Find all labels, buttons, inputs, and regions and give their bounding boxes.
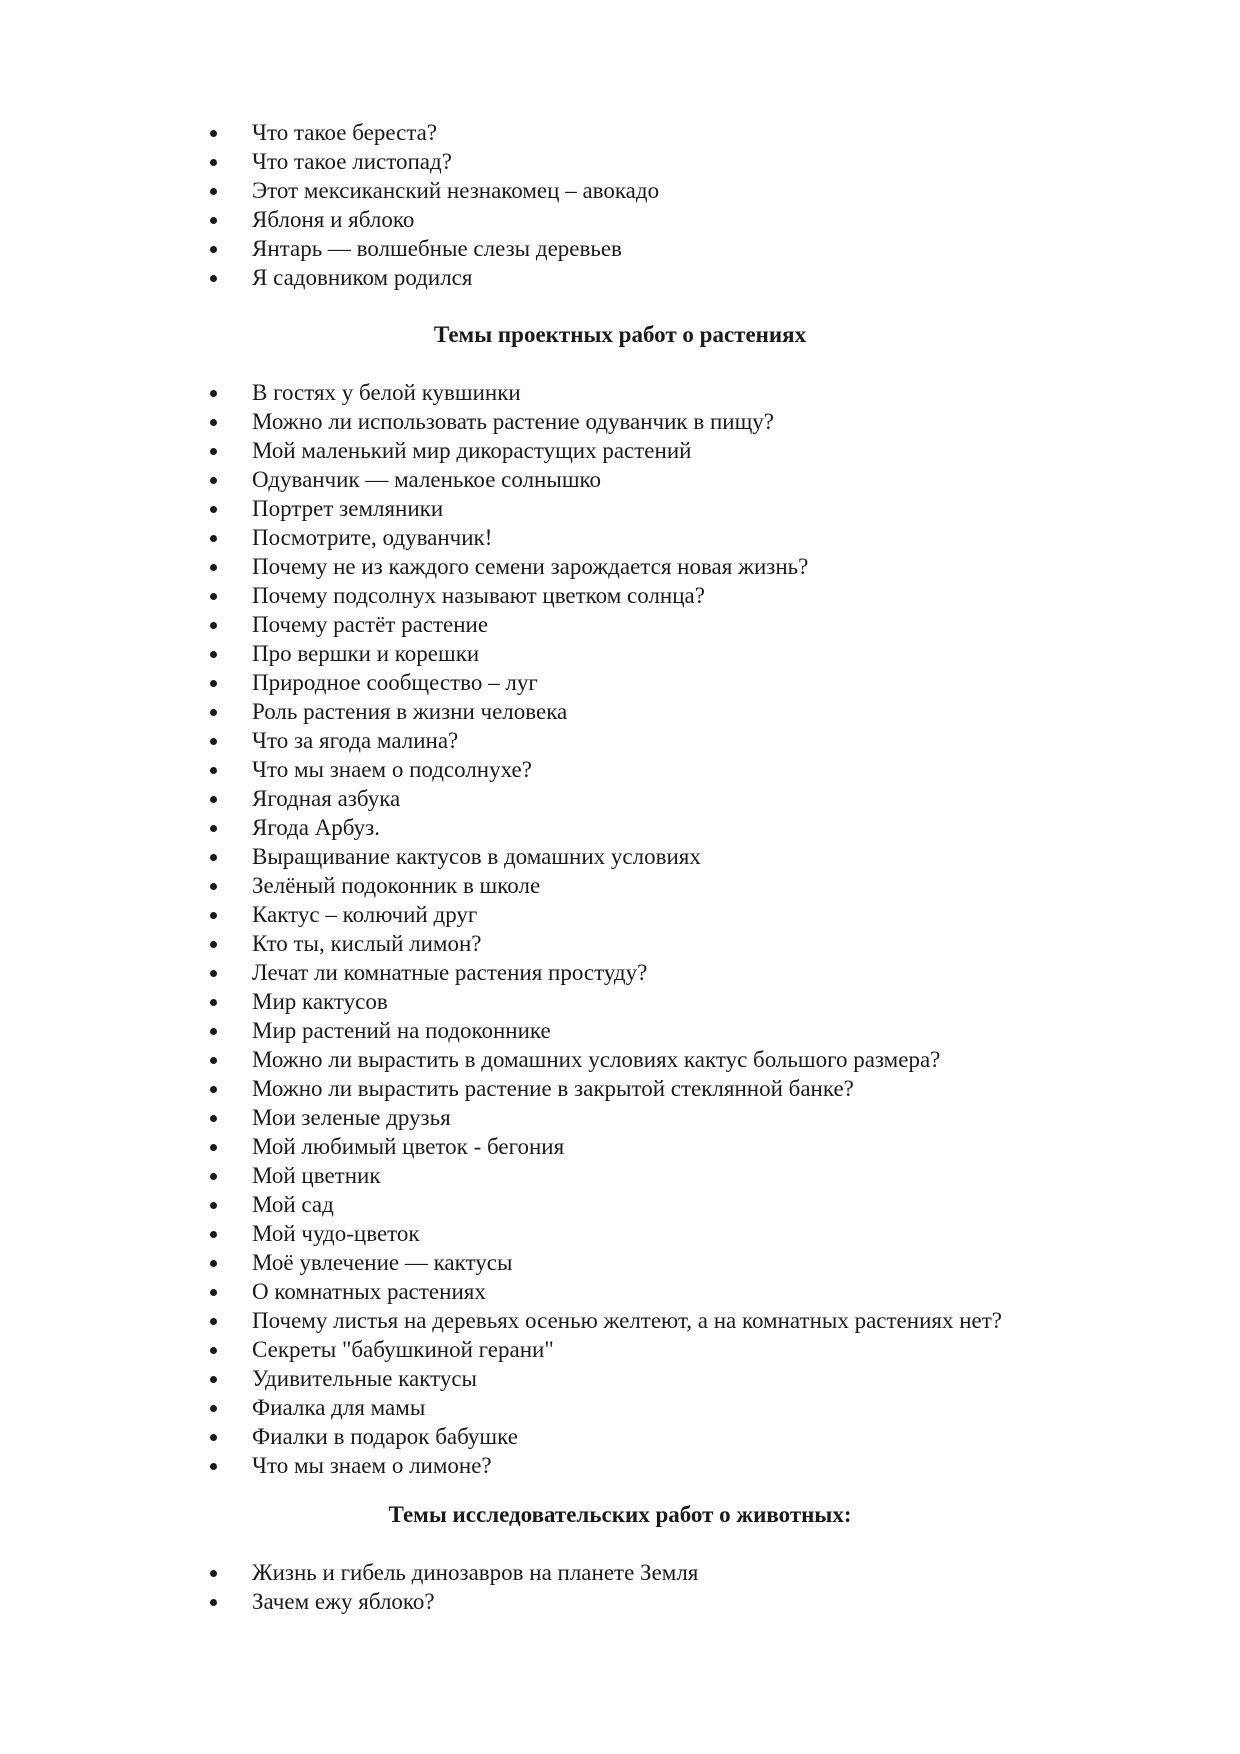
list-item — [210, 176, 1110, 205]
bullet-icon — [210, 217, 217, 224]
bullet-icon — [210, 999, 217, 1006]
list-item — [210, 494, 1110, 523]
bullet-icon — [210, 1260, 217, 1267]
bullet-icon — [210, 1599, 217, 1606]
bullet-icon — [210, 709, 217, 716]
list-item-text: Ягодная азбука — [252, 786, 401, 811]
list-item — [210, 378, 1110, 407]
list-item — [210, 813, 1110, 842]
bullet-icon — [210, 1028, 217, 1035]
list-item — [210, 1558, 1110, 1587]
bullet-icon — [210, 1347, 217, 1354]
bullet-icon — [210, 622, 217, 629]
list-item-text: Можно ли вырастить растение в закрытой стеклянной банке? — [252, 1076, 854, 1101]
list-item — [210, 726, 1110, 755]
list-item-text: Мой любимый цветок - бегония — [252, 1134, 565, 1159]
list-item-text: Кактус – колючий друг — [252, 902, 478, 927]
bullet-icon — [210, 680, 217, 687]
list-item-text: Фиалка для мамы — [252, 1395, 426, 1420]
list-item-text: Зачем ежу яблоко? — [252, 1589, 435, 1614]
list-item — [210, 205, 1110, 234]
list-item — [210, 784, 1110, 813]
list-item-text: Мои зеленые друзья — [252, 1105, 451, 1130]
bullet-icon — [210, 564, 217, 571]
bullet-icon — [210, 1173, 217, 1180]
bullet-icon — [210, 854, 217, 861]
bullet-icon — [210, 275, 217, 282]
bullet-icon — [210, 506, 217, 513]
bullet-icon — [210, 246, 217, 253]
list-item-text: О комнатных растениях — [252, 1279, 486, 1304]
list-item — [210, 263, 1110, 292]
list-item — [210, 1393, 1110, 1422]
bullet-icon — [210, 419, 217, 426]
list-item-text: Лечат ли комнатные растения простуду? — [252, 960, 648, 985]
list-item-text: Почему листья на деревьях осенью желтеют, а на комнатных растениях нет? — [252, 1308, 1002, 1333]
list-item-text: Удивительные кактусы — [252, 1366, 478, 1391]
list-item-text: Что такое береста? — [252, 120, 438, 145]
list-item — [210, 1451, 1110, 1480]
list-item — [210, 1132, 1110, 1161]
list-item — [210, 1248, 1110, 1277]
list-item — [210, 1364, 1110, 1393]
list-item-text: Роль растения в жизни человека — [252, 699, 568, 724]
list-item — [210, 1422, 1110, 1451]
list-item — [210, 436, 1110, 465]
list-item-text: Природное сообщество – луг — [252, 670, 538, 695]
list-item — [210, 958, 1110, 987]
list-item — [210, 842, 1110, 871]
list-item — [210, 755, 1110, 784]
bullet-icon — [210, 1318, 217, 1325]
list-item-text: Мир кактусов — [252, 989, 388, 1014]
list-item — [210, 610, 1110, 639]
list-item — [210, 1277, 1110, 1306]
bullet-icon — [210, 1115, 217, 1122]
list-item — [210, 668, 1110, 697]
list-item-text: Кто ты, кислый лимон? — [252, 931, 482, 956]
list-item — [210, 1103, 1110, 1132]
list-item-text: Секреты "бабушкиной герани" — [252, 1337, 554, 1362]
bullet-icon — [210, 188, 217, 195]
list-item-text: Почему не из каждого семени зарождается новая жизнь? — [252, 554, 809, 579]
list-item-text: Зелёный подоконник в школе — [252, 873, 541, 898]
list-item-text: Я садовником родился — [252, 265, 473, 290]
list-item-text: Яблоня и яблоко — [252, 207, 415, 232]
list-item — [210, 465, 1110, 494]
list-item-text: Жизнь и гибель динозавров на планете Земля — [252, 1560, 699, 1585]
list-item-text: Что мы знаем о лимоне? — [252, 1453, 492, 1478]
list-item — [210, 407, 1110, 436]
list-item-text: Янтарь — волшебные слезы деревьев — [252, 236, 622, 261]
bullet-icon — [210, 159, 217, 166]
bullet-icon — [210, 130, 217, 137]
plants-topic-list — [210, 378, 1110, 1480]
list-item-text: Мир растений на подоконнике — [252, 1018, 551, 1043]
list-item-text: Мой сад — [252, 1192, 334, 1217]
list-item — [210, 639, 1110, 668]
bullet-icon — [210, 593, 217, 600]
animals-topic-list — [210, 1558, 1110, 1616]
list-item — [210, 552, 1110, 581]
list-item-text: Почему растёт растение — [252, 612, 489, 637]
bullet-icon — [210, 1463, 217, 1470]
bullet-icon — [210, 1376, 217, 1383]
list-item-text: Выращивание кактусов в домашних условиях — [252, 844, 701, 869]
list-item-text: Что мы знаем о подсолнухе? — [252, 757, 532, 782]
list-item — [210, 929, 1110, 958]
list-item-text: Моё увлечение — кактусы — [252, 1250, 513, 1275]
bullet-icon — [210, 1144, 217, 1151]
list-item-text: Можно ли вырастить в домашних условиях кактус большого размера? — [252, 1047, 941, 1072]
list-item-text: Про вершки и корешки — [252, 641, 480, 666]
bullet-icon — [210, 941, 217, 948]
plants-section-heading: Темы проектных работ о растениях — [433, 322, 807, 347]
list-item — [210, 523, 1110, 552]
bullet-icon — [210, 1202, 217, 1209]
list-item — [210, 1335, 1110, 1364]
list-item-text: Что за ягода малина? — [252, 728, 459, 753]
list-item — [210, 1045, 1110, 1074]
list-item-text: Ягода Арбуз. — [252, 815, 380, 840]
list-item-text: Посмотрите, одуванчик! — [252, 525, 493, 550]
bullet-icon — [210, 1434, 217, 1441]
list-item-text: Мой чудо-цветок — [252, 1221, 420, 1246]
list-item — [210, 1190, 1110, 1219]
bullet-icon — [210, 1289, 217, 1296]
bullet-icon — [210, 1057, 217, 1064]
bullet-icon — [210, 796, 217, 803]
list-item-text: Этот мексиканский незнакомец – авокадо — [252, 178, 660, 203]
bullet-icon — [210, 1231, 217, 1238]
bullet-icon — [210, 767, 217, 774]
list-item-text: В гостях у белой кувшинки — [252, 380, 521, 405]
list-item — [210, 900, 1110, 929]
animals-section-heading: Темы исследовательских работ о животных: — [388, 1502, 852, 1527]
list-item — [210, 1161, 1110, 1190]
bullet-icon — [210, 883, 217, 890]
list-item — [210, 1016, 1110, 1045]
list-item-text: Мой цветник — [252, 1163, 381, 1188]
list-item-text: Фиалки в подарок бабушке — [252, 1424, 518, 1449]
list-item — [210, 1587, 1110, 1616]
list-item — [210, 147, 1110, 176]
bullet-icon — [210, 738, 217, 745]
bullet-icon — [210, 477, 217, 484]
list-item — [210, 118, 1110, 147]
list-item — [210, 581, 1110, 610]
bullet-icon — [210, 912, 217, 919]
list-item — [210, 697, 1110, 726]
list-item-text: Портрет земляники — [252, 496, 444, 521]
bullet-icon — [210, 448, 217, 455]
list-item-text: Мой маленький мир дикорастущих растений — [252, 438, 692, 463]
bullet-icon — [210, 1086, 217, 1093]
bullet-icon — [210, 1570, 217, 1577]
bullet-icon — [210, 651, 217, 658]
bullet-icon — [210, 1405, 217, 1412]
list-item-text: Что такое листопад? — [252, 149, 452, 174]
list-item-text: Одуванчик — маленькое солнышко — [252, 467, 602, 492]
list-item — [210, 871, 1110, 900]
list-item — [210, 1306, 1110, 1335]
bullet-icon — [210, 825, 217, 832]
bullet-icon — [210, 535, 217, 542]
list-item — [210, 1219, 1110, 1248]
list-item — [210, 987, 1110, 1016]
list-item — [210, 234, 1110, 263]
list-item — [210, 1074, 1110, 1103]
list-item-text: Почему подсолнух называют цветком солнца? — [252, 583, 705, 608]
bullet-icon — [210, 970, 217, 977]
bullet-icon — [210, 390, 217, 397]
intro-topic-list — [210, 118, 1110, 292]
list-item-text: Можно ли использовать растение одуванчик в пищу? — [252, 409, 775, 434]
